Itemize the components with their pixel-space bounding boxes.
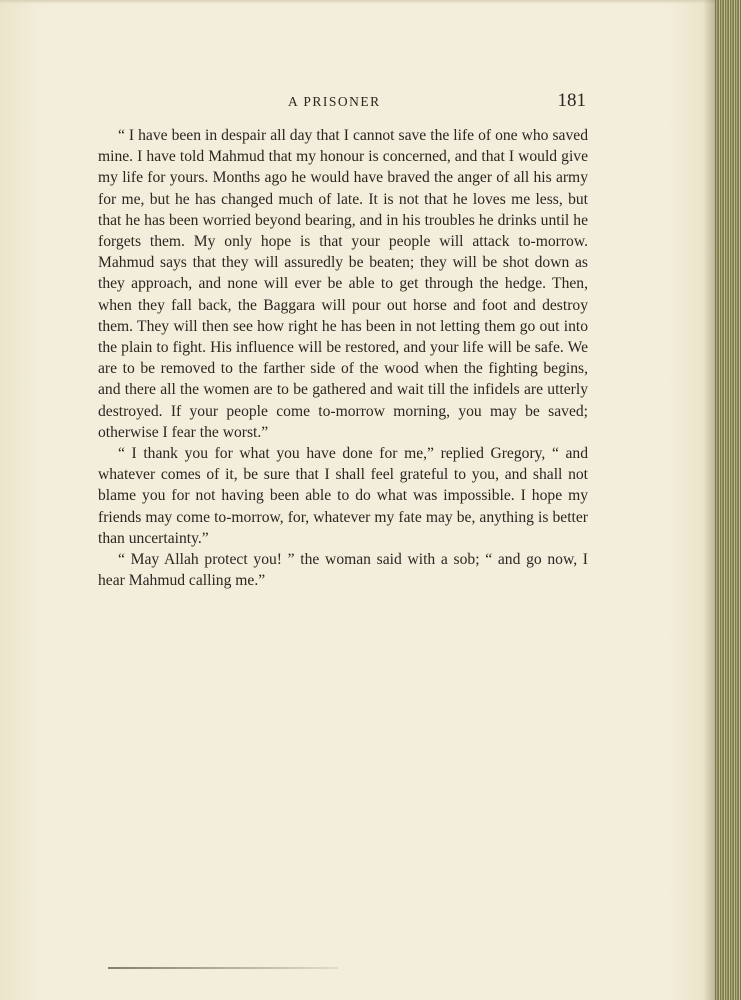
gutter-shadow xyxy=(703,0,715,1000)
page-top-edge xyxy=(0,0,741,4)
paragraph: “ May Allah protect you! ” the woman said with a sob; “ and go now, I hear Mahmud calling me.” xyxy=(98,551,588,590)
paragraph: “ I thank you for what you have done for me,” replied Gregory, “ and whatever comes of it, be sure that I shall feel grateful to you, and shall not blame you for not having been able to do what was impossible. I hope my friends may come to-morrow, for, whatever my fate may be, anything is better than uncertainty.” xyxy=(98,445,588,547)
running-head: A PRISONER xyxy=(288,94,381,109)
body-text xyxy=(98,125,588,591)
paragraph: “ I have been in despair all day that I cannot save the life of one who saved mine. I have told Mahmud that my honour is concerned, and that I would give my life for yours. Months ago he would have braved the anger of all his army for me, but he has changed much of late. It is not that he loves me less, but that he has been worried beyond bearing, and in his troubles he drinks until he forgets them. My only hope is that your people will attack to-morrow. Mahmud says that they will assuredly be beaten; they will be shot down as they approach, and none will ever be able to get through the hedge. Then, when they fall back, the Baggara will pour out horse and foot and destroy them. They will then see how right he has been in not letting them go out into the plain to fight. His influence will be restored, and your life will be safe. We are to be removed to the farther side of the wood when the fighting begins, and there all the women are to be gathered and wait till the infidels are utterly destroyed. If your people come to-morrow morning, you may be saved; otherwise I fear the worst.” xyxy=(98,127,588,441)
book-spine-edge xyxy=(715,0,741,1000)
bottom-rule xyxy=(108,967,338,969)
page-header xyxy=(98,90,588,116)
page-number: 181 xyxy=(557,90,586,111)
